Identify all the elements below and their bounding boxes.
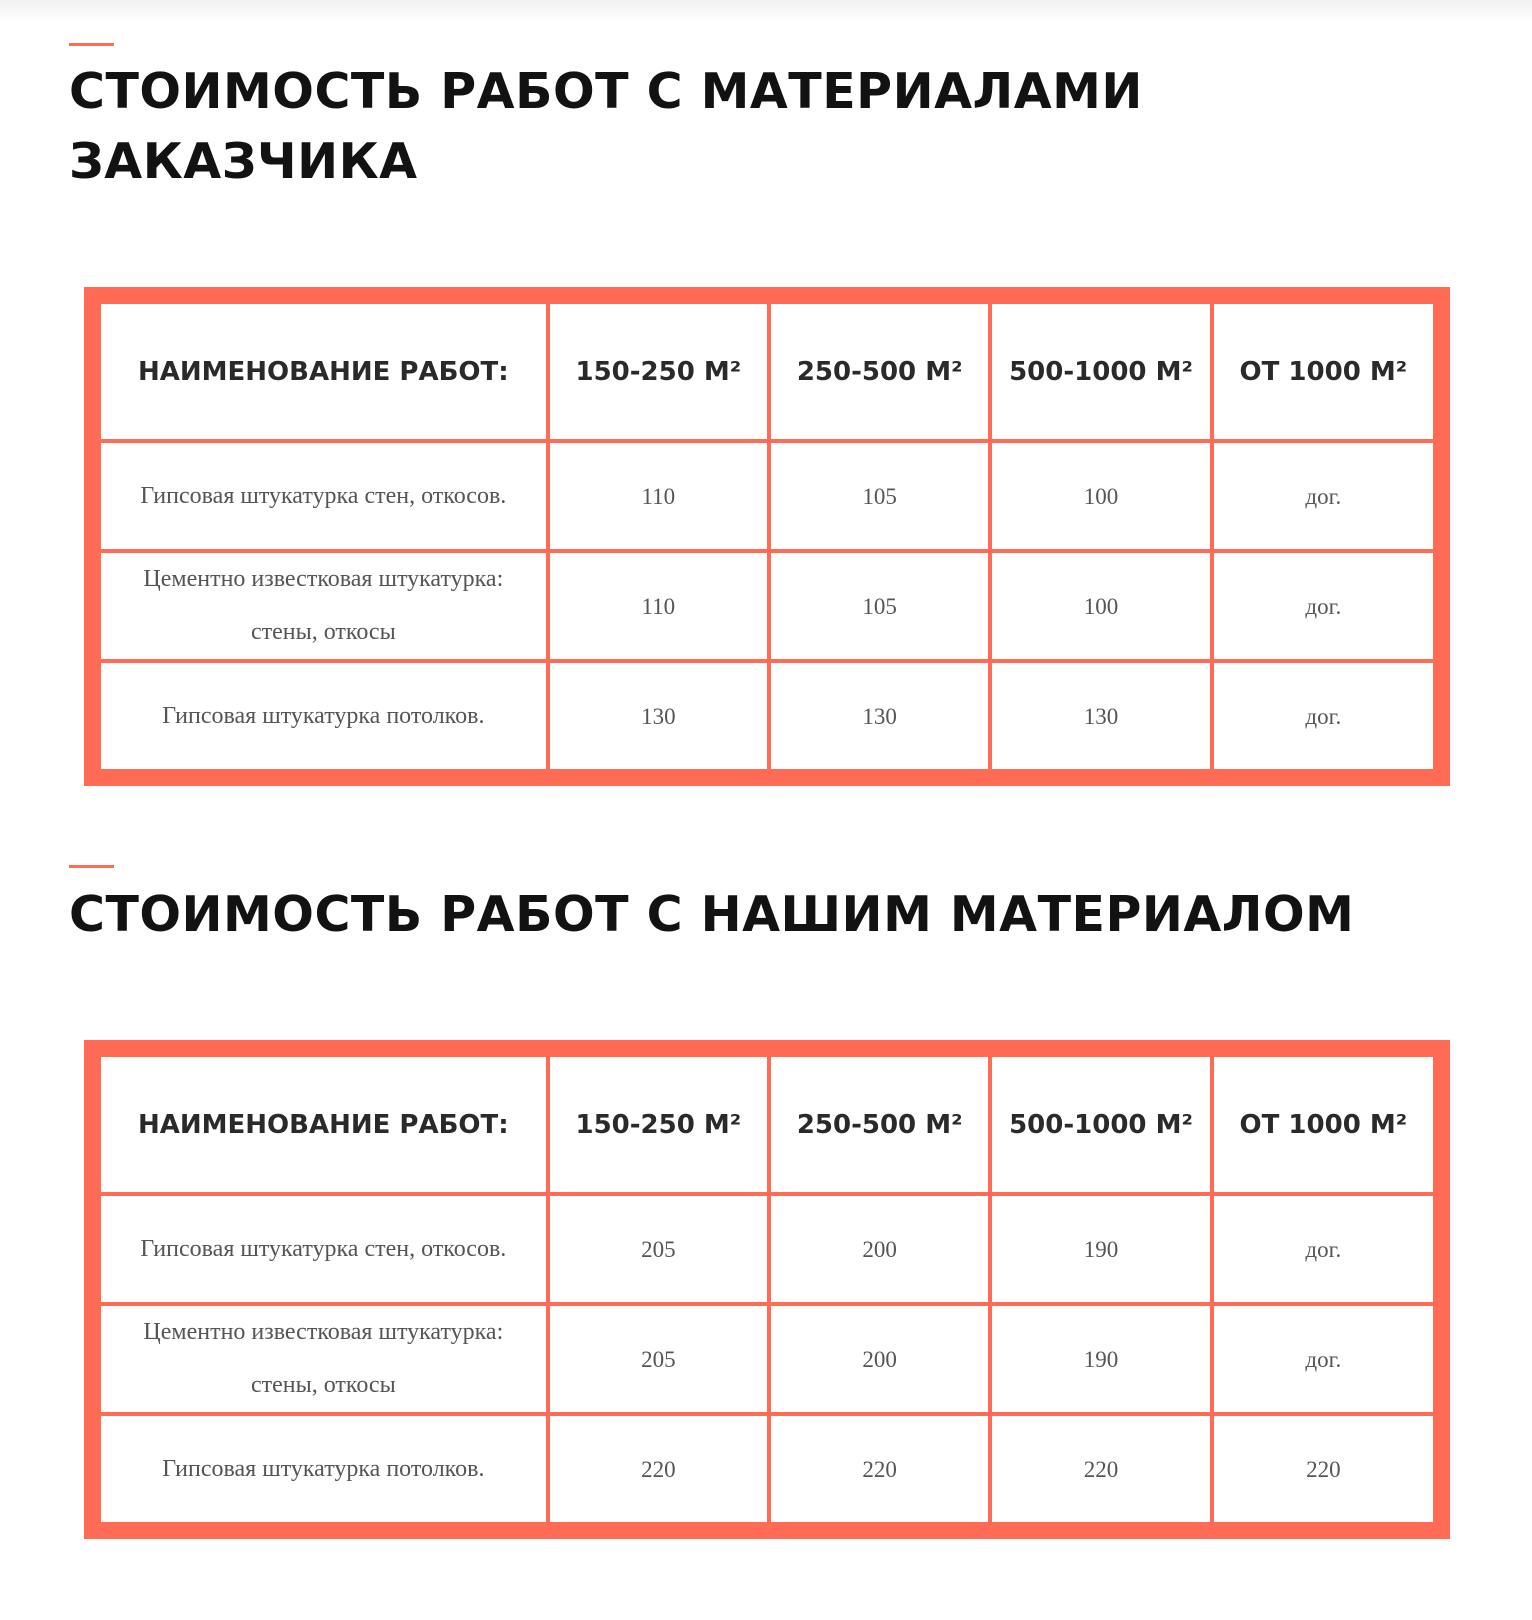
price-cell: 190 [990, 1304, 1211, 1414]
price-cell: 105 [769, 441, 990, 551]
price-cell: дог. [1212, 1304, 1433, 1414]
price-cell: 130 [990, 661, 1211, 769]
price-cell: 220 [548, 1414, 769, 1522]
price-table-our-materials [84, 1040, 1450, 1539]
header-150-250: 150-250 М² [548, 304, 769, 441]
section-title-line-1: СТОИМОСТЬ РАБОТ С МАТЕРИАЛАМИ [69, 63, 1143, 120]
table-header-row [101, 1057, 1433, 1194]
header-from-1000: ОТ 1000 М² [1212, 1057, 1433, 1194]
top-shadow [0, 0, 1532, 22]
title-accent-line [69, 43, 114, 46]
header-from-1000: ОТ 1000 М² [1212, 304, 1433, 441]
table-header-row [101, 304, 1433, 441]
price-cell: 200 [769, 1304, 990, 1414]
work-name: Гипсовая штукатурка стен, откосов. [101, 441, 548, 551]
section-title [69, 880, 1354, 950]
price-table [101, 304, 1433, 769]
price-cell: 100 [990, 551, 1211, 661]
title-accent-line [69, 865, 114, 868]
header-500-1000: 500-1000 М² [990, 304, 1211, 441]
header-work-name: НАИМЕНОВАНИЕ РАБОТ: [101, 304, 548, 441]
table-row [101, 441, 1433, 551]
price-cell: 110 [548, 441, 769, 551]
work-name: Цементно известковая штукатурка: стены, откосы [101, 1304, 548, 1414]
work-name: Гипсовая штукатурка потолков. [101, 1414, 548, 1522]
header-250-500: 250-500 М² [769, 1057, 990, 1194]
price-cell: дог. [1212, 1194, 1433, 1304]
price-cell: дог. [1212, 551, 1433, 661]
work-name: Гипсовая штукатурка стен, откосов. [101, 1194, 548, 1304]
price-cell: 130 [769, 661, 990, 769]
header-250-500: 250-500 М² [769, 304, 990, 441]
price-cell: 200 [769, 1194, 990, 1304]
price-cell: 205 [548, 1304, 769, 1414]
price-cell: 220 [990, 1414, 1211, 1522]
table-row [101, 1194, 1433, 1304]
section-title-line-2: ЗАКАЗЧИКА [69, 133, 418, 190]
work-name: Цементно известковая штукатурка: стены, откосы [101, 551, 548, 661]
header-500-1000: 500-1000 М² [990, 1057, 1211, 1194]
price-cell: 110 [548, 551, 769, 661]
header-150-250: 150-250 М² [548, 1057, 769, 1194]
table-row [101, 1304, 1433, 1414]
header-work-name: НАИМЕНОВАНИЕ РАБОТ: [101, 1057, 548, 1194]
table-row [101, 1414, 1433, 1522]
price-cell: 220 [1212, 1414, 1433, 1522]
price-table-customer-materials [84, 287, 1450, 786]
price-cell: 130 [548, 661, 769, 769]
price-table [101, 1057, 1433, 1522]
price-cell: 190 [990, 1194, 1211, 1304]
section-title-line-1: СТОИМОСТЬ РАБОТ С НАШИМ МАТЕРИАЛОМ [69, 886, 1355, 943]
table-row [101, 551, 1433, 661]
price-cell: дог. [1212, 661, 1433, 769]
price-cell: 220 [769, 1414, 990, 1522]
price-cell: дог. [1212, 441, 1433, 551]
price-cell: 100 [990, 441, 1211, 551]
section-title [69, 57, 1143, 197]
price-cell: 205 [548, 1194, 769, 1304]
table-row [101, 661, 1433, 769]
price-cell: 105 [769, 551, 990, 661]
work-name: Гипсовая штукатурка потолков. [101, 661, 548, 769]
